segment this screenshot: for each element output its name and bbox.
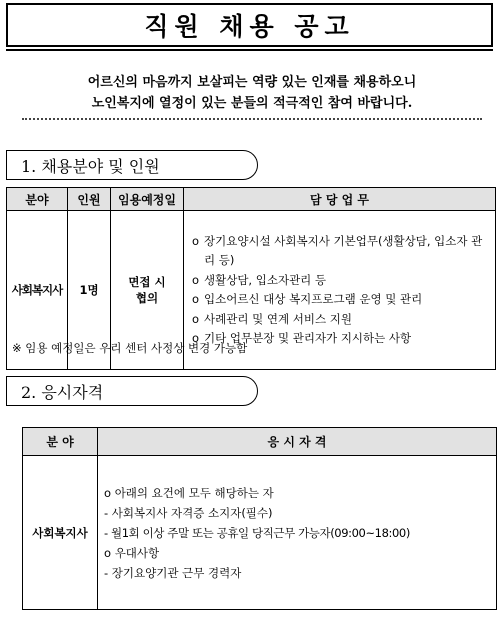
cell-date-line-2: 협의 [135, 291, 159, 305]
intro-text [0, 72, 504, 114]
duty-item: o 장기요양시설 사회복지사 기본업무(생활상담, 입소자 관리 등) [190, 232, 491, 271]
qualification-line: o 아래의 요건에 모두 해당하는 자 [104, 485, 274, 500]
cell-field: 사회복지사 [23, 456, 98, 610]
col-header-field: 분 야 [23, 428, 98, 456]
table-row [23, 456, 497, 610]
qualification-table [22, 427, 497, 610]
qualification-line: o 우대사항 [104, 545, 160, 560]
duty-item: o 생활상담, 입소자관리 등 [190, 271, 491, 291]
cell-count: 1명 [68, 211, 111, 370]
table-header-row [7, 188, 496, 211]
section-2-heading [6, 376, 258, 406]
intro-line-2: 노인복지에 열정이 있는 분들의 적극적인 참여 바랍니다. [91, 96, 413, 111]
col-header-count: 인원 [68, 188, 111, 211]
table-header-row [23, 428, 497, 456]
duties-list [190, 232, 491, 349]
col-header-duties: 담 당 업 무 [184, 188, 496, 211]
section-1-heading [6, 150, 258, 180]
section-2-title: 2. 응시자격 [21, 382, 104, 402]
section-1-title: 1. 채용분야 및 인원 [21, 156, 160, 176]
qualification-line: - 월1회 이상 주말 또는 공휴일 당직근무 가능자(09:00~18:00) [104, 525, 410, 540]
date-note: ※ 임용 예정일은 우리 센터 사정상 변경 가능함 [12, 341, 248, 355]
page-title: 직원 채용 공고 [144, 12, 355, 41]
qualification-line: - 장기요양기관 근무 경력자 [104, 565, 242, 580]
duty-item: o 입소어르신 대상 복지프로그램 운영 및 관리 [190, 290, 491, 310]
duty-item: o 사례관리 및 연계 서비스 지원 [190, 310, 491, 330]
cell-qualification [98, 456, 497, 610]
title-box [6, 3, 493, 47]
intro-line-1: 어르신의 마음까지 보살피는 역량 있는 인재를 채용하오니 [87, 75, 417, 90]
cell-field: 사회복지사 [7, 211, 68, 370]
dotted-divider [22, 118, 482, 120]
duty-item: o 기타 업무분장 및 관리자가 지시하는 사항 [190, 329, 491, 349]
cell-date-line-1: 면접 시 [128, 275, 166, 289]
qualification-line: - 사회복지사 자격증 소지자(필수) [104, 505, 273, 520]
col-header-qualification: 응 시 자 격 [98, 428, 497, 456]
col-header-field: 분야 [7, 188, 68, 211]
col-header-date: 임용예정일 [111, 188, 184, 211]
